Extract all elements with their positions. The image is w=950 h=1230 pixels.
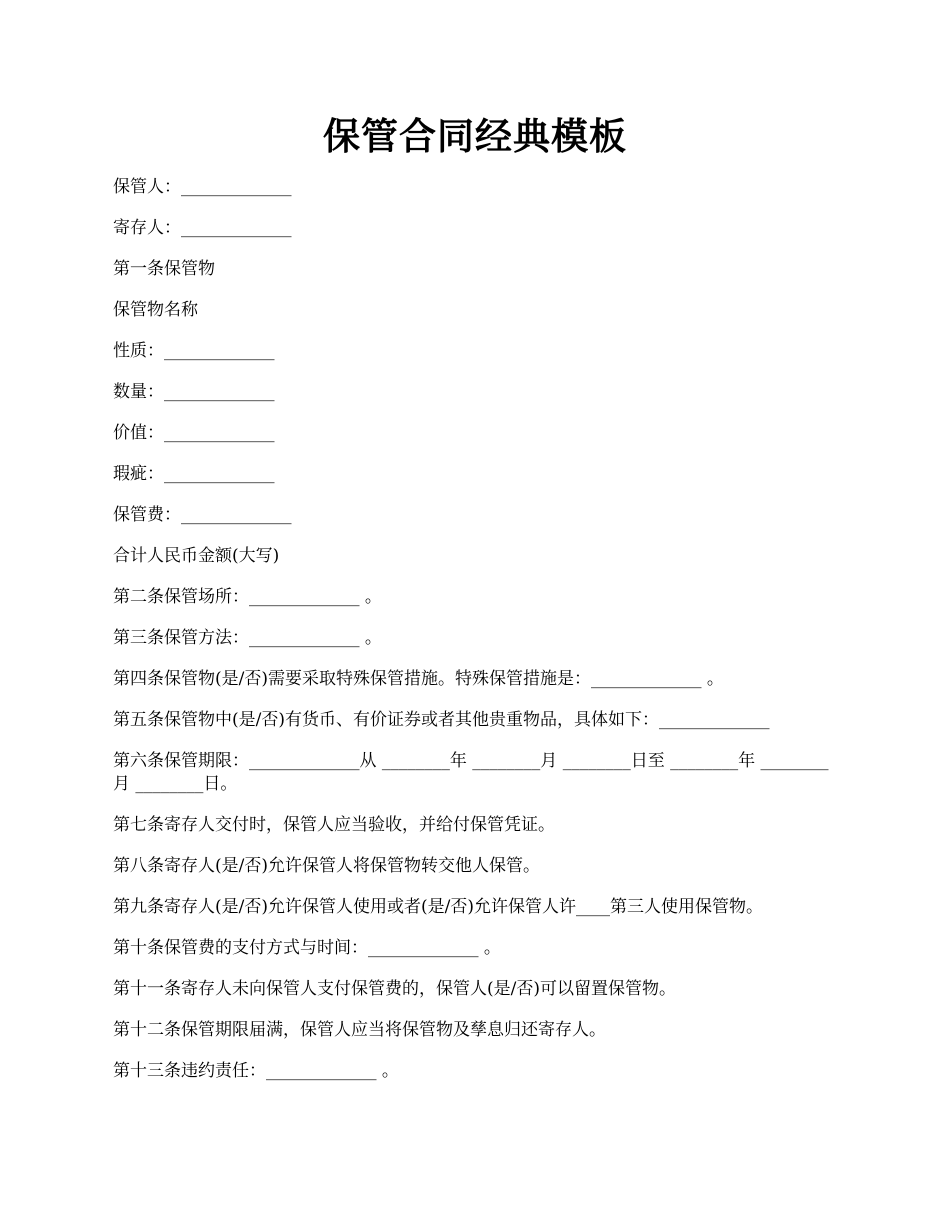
paragraph-article-4: 第四条保管物(是/否)需要采取特殊保管措施。特殊保管措施是：_____________ 。: [113, 669, 724, 689]
paragraph-article-1: 第一条保管物: [113, 259, 215, 279]
paragraph-article-9: 第九条寄存人(是/否)允许保管人使用或者(是/否)允许保管人许____第三人使用保管物。: [113, 897, 763, 917]
paragraph-quantity: 数量：_____________: [113, 382, 275, 402]
paragraph-article-10: 第十条保管费的支付方式与时间：_____________ 。: [113, 938, 501, 958]
document-title: 保管合同经典模板: [323, 114, 627, 158]
paragraph-custodian: 保管人：_____________: [113, 177, 292, 197]
paragraph-article-12: 第十二条保管期限届满，保管人应当将保管物及孳息归还寄存人。: [113, 1020, 606, 1040]
paragraph-nature: 性质：_____________: [113, 341, 275, 361]
paragraph-depositor: 寄存人：_____________: [113, 218, 292, 238]
paragraph-article-2: 第二条保管场所：_____________ 。: [113, 587, 382, 607]
paragraph-defects: 瑕疵：_____________: [113, 464, 275, 484]
paragraph-article-6: 第六条保管期限：_____________从 ________年 ________月 ________日至 ________年 ________月 ________日。: [113, 751, 829, 794]
paragraph-article-13: 第十三条违约责任：_____________ 。: [113, 1061, 399, 1081]
paragraph-value: 价值：_____________: [113, 423, 275, 443]
document-body: [113, 176, 841, 1101]
paragraph-item-name: 保管物名称: [113, 300, 198, 320]
paragraph-article-5: 第五条保管物中(是/否)有货币、有价证券或者其他贵重物品，具体如下：_____________: [113, 710, 770, 730]
paragraph-article-11: 第十一条寄存人未向保管人支付保管费的，保管人(是/否)可以留置保管物。: [113, 979, 676, 999]
paragraph-article-7: 第七条寄存人交付时，保管人应当验收，并给付保管凭证。: [113, 815, 555, 835]
paragraph-fee: 保管费：_____________: [113, 505, 292, 525]
paragraph-article-3: 第三条保管方法：_____________ 。: [113, 628, 382, 648]
paragraph-article-8: 第八条寄存人(是/否)允许保管人将保管物转交他人保管。: [113, 856, 540, 876]
paragraph-total-amount: 合计人民币金额(大写): [113, 546, 280, 566]
